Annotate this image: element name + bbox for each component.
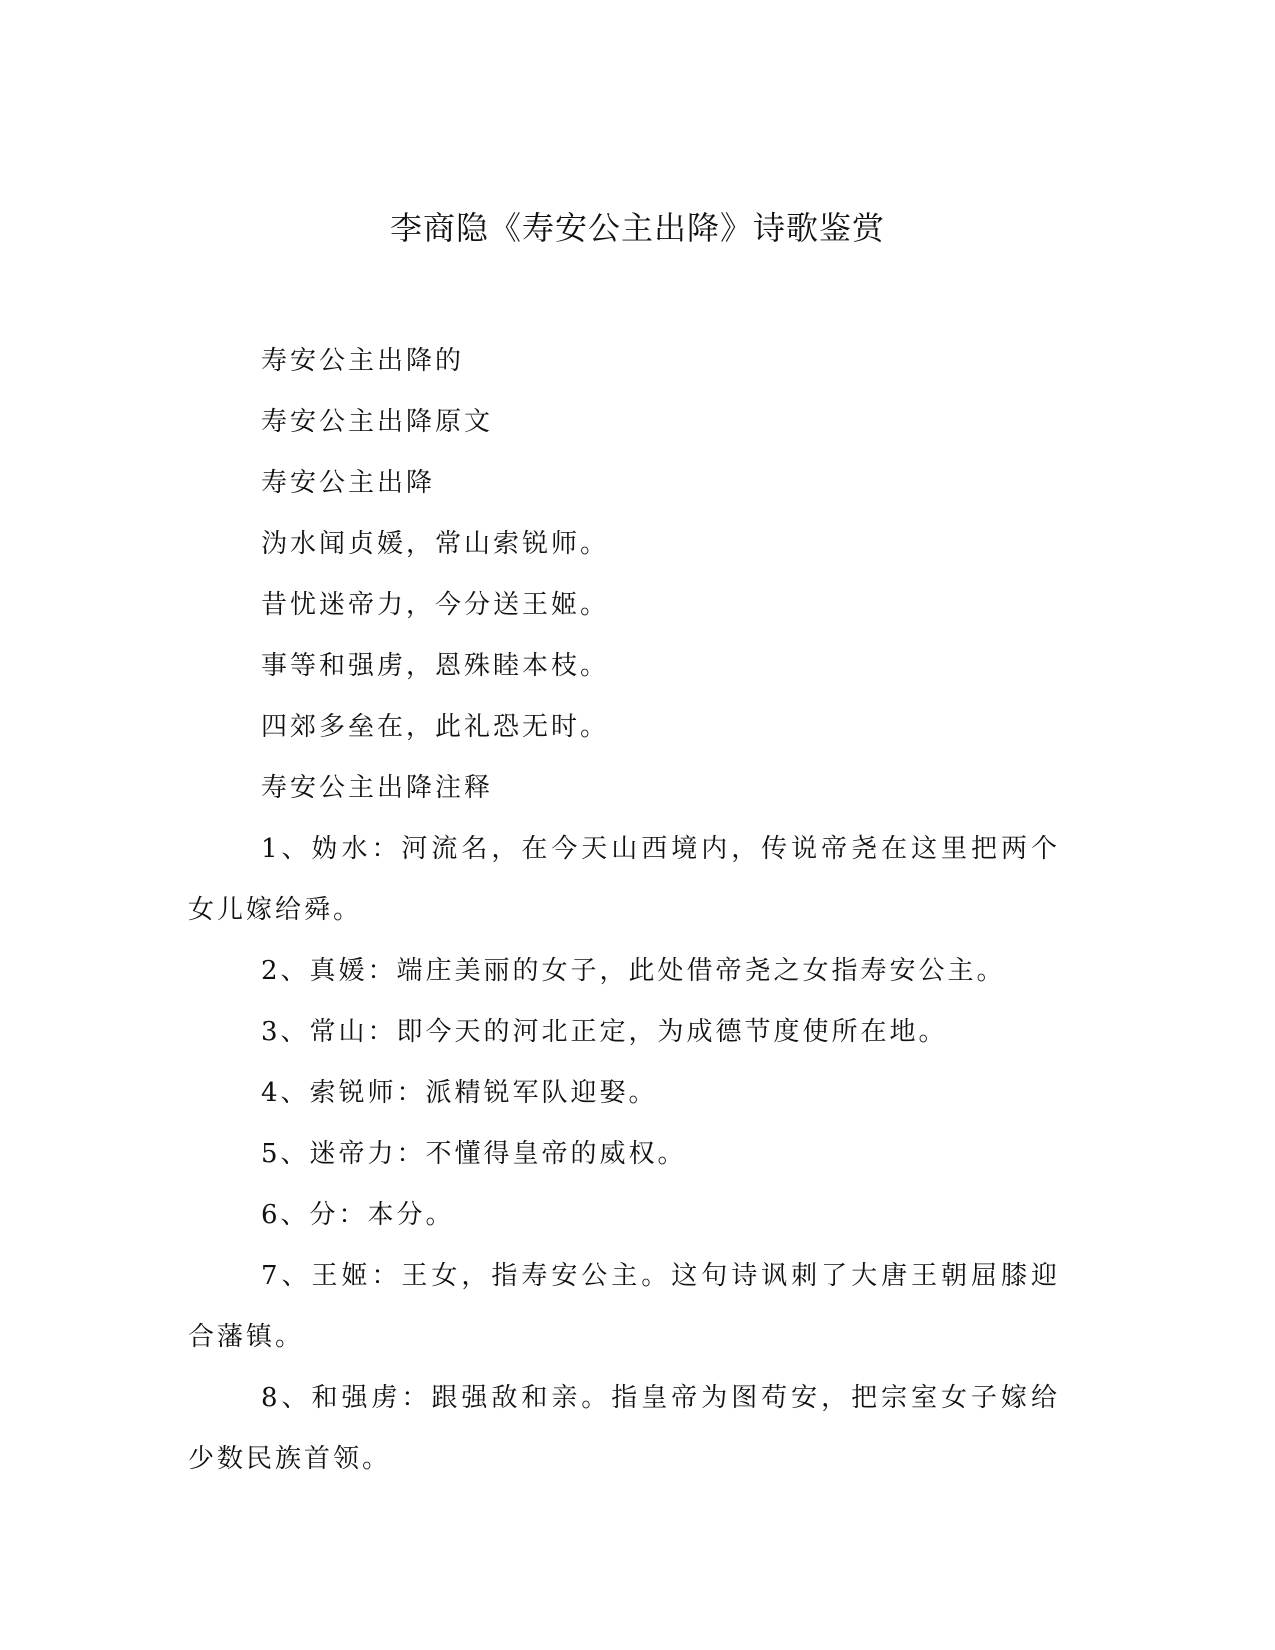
note-5: 5、迷帝力：不懂得皇帝的威权。	[261, 1139, 687, 1169]
note-7: 7、王姬：王女，指寿安公主。这句诗讽刺了大唐王朝屈膝迎合藩镇。	[188, 1261, 1060, 1352]
poem-line-3: 事等和强虏，恩殊睦本枝。	[261, 651, 610, 681]
note-3: 3、常山：即今天的河北正定，为成德节度使所在地。	[261, 1017, 948, 1047]
document-title: 李商隐《寿安公主出降》诗歌鉴赏	[389, 209, 885, 247]
poem-line-1: 沩水闻贞媛，常山索锐师。	[261, 529, 610, 559]
document-body	[188, 331, 1060, 1490]
note-4: 4、索锐师：派精锐军队迎娶。	[261, 1078, 658, 1108]
heading-line: 寿安公主出降的	[261, 346, 465, 376]
note-1: 1、妫水：河流名，在今天山西境内，传说帝尧在这里把两个女儿嫁给舜。	[188, 834, 1060, 925]
section-heading-original-text: 寿安公主出降原文	[261, 407, 494, 437]
poem-line-2: 昔忧迷帝力，今分送王姬。	[261, 590, 610, 620]
section-heading-notes: 寿安公主出降注释	[261, 773, 494, 803]
note-8: 8、和强虏：跟强敌和亲。指皇帝为图苟安，把宗室女子嫁给少数民族首领。	[188, 1383, 1060, 1474]
note-6: 6、分：本分。	[261, 1200, 455, 1230]
note-2: 2、真媛：端庄美丽的女子，此处借帝尧之女指寿安公主。	[261, 956, 1006, 986]
poem-title: 寿安公主出降	[261, 468, 436, 498]
poem-line-4: 四郊多垒在，此礼恐无时。	[261, 712, 610, 742]
